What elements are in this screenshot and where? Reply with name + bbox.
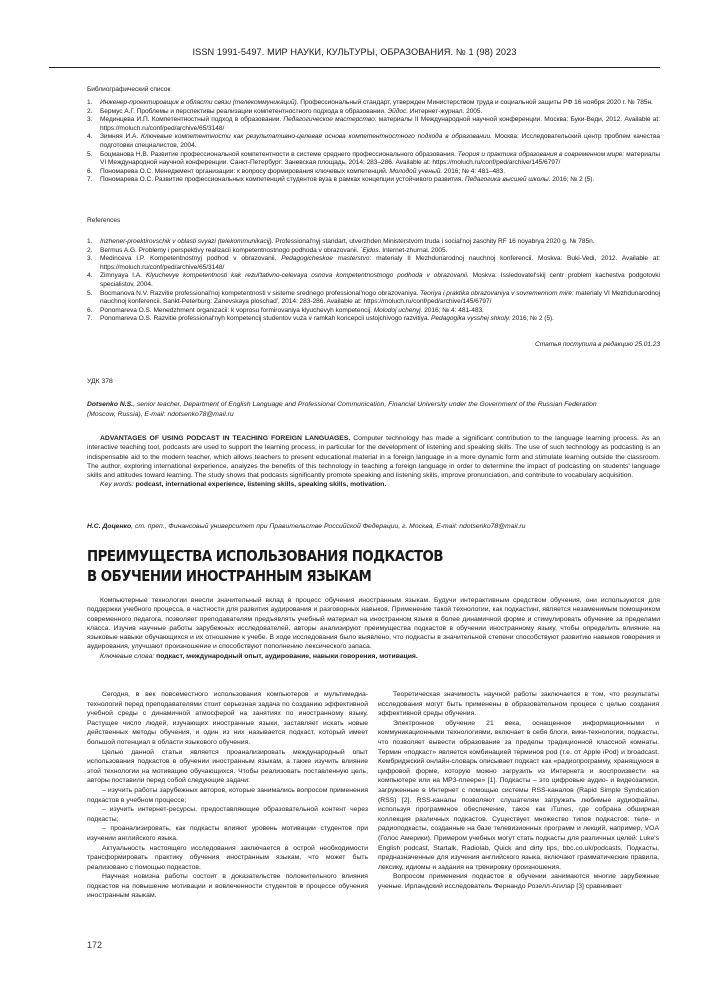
reference-item-number: 6. <box>87 306 93 314</box>
body-column-left <box>87 690 368 901</box>
received-date: Статья поступила в редакцию 25.01.23 <box>535 341 660 348</box>
author-affiliation-ru: , ст. преп., Финансовый университет при Правительстве Российской Федерации, г. Москва, E-mail: ndotsenko78@mail.ru <box>131 523 526 530</box>
references-list <box>87 238 660 324</box>
abstract-en <box>87 434 660 490</box>
bibliography-item-number: 4. <box>87 133 93 141</box>
running-header: ISSN 1991-5497. МИР НАУКИ, КУЛЬТУРЫ, ОБРАЗОВАНИЯ. № 1 (98) 2023 <box>192 47 517 57</box>
left-column-paragraph: Актуальность настоящего исследования заключается в острой необходимости трансформировать практику обучения иностранным языкам, что может быть реализовано с помощью подкастов. <box>87 844 368 871</box>
bibliography-item-number: 2. <box>87 107 93 115</box>
bibliography-item-details: 2016; № 2 (5). <box>550 176 595 184</box>
reference-item-source: Inzhener-proektirovschik v oblasti svyazi (telekommunikacij). <box>100 238 274 245</box>
reference-item-number: 5. <box>87 289 93 297</box>
reference-item-details: Moskva: Issledovatel'skij centr problem kachestva podgotovki specialistov, 2004. <box>100 272 660 288</box>
reference-item <box>87 290 660 307</box>
bibliography-item-source: Педагогика высшей школы. <box>464 176 551 184</box>
reference-item-source: Ejdos. <box>362 246 381 254</box>
bibliography-title: Библиографический список <box>87 86 171 93</box>
bibliography-item-author: Бермус А.Г. Проблемы и перспективы реализации компетентностного подхода в образовании. <box>100 107 388 115</box>
reference-item-number: 2. <box>87 246 93 254</box>
bibliography-item-details: материалы VI Международной научной конференции. Санкт-Петербург: Заневская площадь, 2014: 283–286. Available at: https://moluch.ru/conf/ped/archive/145/6797/ <box>100 150 661 167</box>
reference-item-author: Ponomareva O.S. Razvitie professional'nyh kompetencij studentov vuza v ramkah koncepcii ustojchivogo razvitiya. <box>100 315 432 323</box>
reference-item-author: Ponomareva O.S. Menedzhment organizacii: k voprosu formirovaniya klyuchevyh kompetencij. <box>100 306 374 314</box>
right-column-paragraph: Электронное обучение 21 века, оснащенное информационными и коммуникационными технологиями, включает в себя блоги, вики-технологии, подкасты, что позволяет вывести образование за пределы традиционной классной комнаты. Термин «подкаст» является комбинацией терминов pod (т.е. от Apple iPod) и broadcast. Кембриджский онлайн-словарь описывает подкаст как «радиопрограмму, хранящуюся в цифровой форме, которую можно загрузить из Интернета и воспроизвести на компьютере или на MP3-плеере» [1]. Подкасты – это цифровые аудио- и видеозаписи, загруженные в Интернет с помощью системы RSS-каналов (Rapid Simple Syndication (RSS) [2]. RSS-каналы позволяют слушателям загружать любимые аудиофайлы, используя программное обеспечение, такое как iTunes, где собрана обширная коллекция различных подкастов. Существует множество типов подкастов: теле- и радиоподкасты, созданные на базе телевизионных программ и лекций, например, VOA (Голос Америки). Примером учебных могут стать подкасты для различных целей: Luke's English podcast, Startalk, Radiolab, Quick and dirty tips, bbc.co.uk/podcasts. Подкасты, предназначенные для изучения английского языка, включают грамматические правила, лексику, идиомы и задания на тренировку произношения. <box>378 719 659 871</box>
reference-item <box>87 315 660 324</box>
keywords-ru <box>87 652 660 661</box>
reference-item <box>87 272 660 289</box>
bibliography-item-source: Молодой ученый. <box>389 167 443 175</box>
reference-item <box>87 238 660 247</box>
left-column-paragraph: – изучить интернет-ресурсы, предоставляющие образовательной контент через подкасты; <box>87 806 368 823</box>
reference-item-author: Medinceva I.P. Kompetentnostnyj podhod v obrazovanii. <box>100 255 282 263</box>
bibliography-item-number: 7. <box>87 176 93 184</box>
author-affiliation-en: , senior teacher, Department of English Language and Professional Communication, Financial University under the Government of the Russian Federation (Moscow, Russia), E-mail: ndotsenko78@mail.ru <box>87 401 597 418</box>
bibliography-item <box>87 176 660 185</box>
bibliography-item <box>87 116 660 133</box>
left-column-paragraph: Целью данной статьи является проанализировать международный опыт использования подкастов в обучении иностранным языкам, а также изучить влияние этой технологии на мотивацию обучающихся. Чтобы реализовать поставленную цель, авторы поставили перед собой следующие задачи: <box>87 748 368 785</box>
bibliography-item-author: Пономарева О.С. Развитие профессиональных компетенций студентов вуза в рамках концепции устойчивого развития. <box>100 176 465 184</box>
article-title-line-1: ПРЕИМУЩЕСТВА ИСПОЛЬЗОВАНИЯ ПОДКАСТОВ <box>87 547 444 565</box>
reference-item-source: Pedagogika vysshej shkoly. <box>431 315 511 323</box>
reference-item-source: Molodoj uchenyj. <box>373 306 423 314</box>
reference-item-number: 4. <box>87 272 93 280</box>
bibliography-item <box>87 133 660 150</box>
author-name-en: Dotsenko N.S. <box>87 401 134 408</box>
bibliography-item-details: Интернет-журнал. 2005. <box>407 107 483 115</box>
bibliography-item-author: Пономарева О.С. Менеджмент организации: к вопросу формирования ключевых компетенций. <box>100 167 390 175</box>
references-title: References <box>87 217 121 224</box>
reference-item-source: Teoriya i praktika obrazovaniya v sovremennom mire: <box>420 289 574 297</box>
bibliography-item-author: Боцманова Н.В. Развитие профессиональной компетентности в системе среднего профессионального образования. <box>100 150 458 158</box>
bibliography-item-number: 6. <box>87 167 93 175</box>
bibliography-item <box>87 99 660 108</box>
abstract-en-title: ADVANTAGES OF USING PODCAST IN TEACHING FOREIGN LANGUAGES. <box>100 435 351 442</box>
reference-item <box>87 247 660 256</box>
reference-item-number: 3. <box>87 255 93 263</box>
bibliography-item-number: 5. <box>87 150 93 158</box>
bibliography-item-details: Профессиональный стандарт, утвержден Министерством труда и социальной защиты РФ 16 ноября 2020 г. № 785н. <box>298 99 653 106</box>
reference-item-details: 2016; № 4: 481-483. <box>422 306 484 314</box>
bibliography-item-source: Теория и практика образования в современном мире: <box>457 150 625 158</box>
body-column-right <box>378 690 659 891</box>
article-title-line-2: В ОБУЧЕНИИ ИНОСТРАННЫМ ЯЗЫКАМ <box>87 566 372 585</box>
reference-item-details: materialy VI Mezhdunarodnoj nauchnoj konferencii. Sankt-Peterburg: Zanevskaya ploschad', 2014: 283-286. Available at: https://moluch.ru/conf/ped/archive/145/6797/ <box>100 289 660 306</box>
bibliography-list <box>87 99 660 185</box>
abstract-ru-text: Компьютерные технологии внесли значительный вклад в процесс обучения иностранным языкам. Будучи интерактивным средством обучения, они используются для поддержки учебного процесса, в частности для развития аудирования и разговорных навыков. Применение такой технологии, как подкастинг, является незаменимым помощником современного педагога, позволяет преподавателям предъявлять учебный материал на иностранном языке в более динамичной форме и стимулировать обучение за пределами класса. Изучив научные работы зарубежных исследователей, авторы анализируют преимущества подкастов в обучении иностранному языку, чтобы определить влияние на языковые навыки обучающихся и их отношение к учебе. В ходе исследования было выявлено, что подкасты в значительной степени способствуют развитию навыков говорения и аудирования, улучшают произношение и способствуют пополнению лексического запаса. <box>87 597 660 651</box>
bibliography-item-number: 1. <box>87 99 93 106</box>
reference-item-author: Zimnyaya I.A. <box>100 272 146 280</box>
reference-item <box>87 307 660 316</box>
reference-item-author: Bermus A.G. Problemy i perspektivy realizacii kompetentnostnogo podhoda v obrazovanii. ` <box>100 246 363 254</box>
udk-code: УДК 378 <box>87 378 113 385</box>
bibliography-item-details: Москва: Исследовательский центр проблем качества подготовки специалистов, 2004. <box>100 133 660 149</box>
reference-item-details: materialy II Mezhdunarodnoj nauchnoj konferencii. Moskva: Buki-Vedi, 2012. Available at: https://moluch.ru/conf/ped/archive/65/3148/ <box>100 255 661 271</box>
right-column-paragraph: Теоретическая значимость научной работы заключается в том, что результаты исследования могут быть применены в образовательном процесе с целью создания эффективной среды обучения. <box>378 691 659 718</box>
bibliography-item-source: Эйдос. <box>387 107 408 115</box>
reference-item-author: Bocmanova N.V. Razvitie professional'noj kompetentnosti v sisteme srednego professional'nogo obrazovaniya. <box>100 289 421 297</box>
bibliography-item-source: Инженер-проектировщик в области связи (телекоммуникаций). <box>100 99 299 106</box>
keywords-en-values: podcast, international experience, listening skills, speaking skills, motivation. <box>133 481 387 489</box>
header-divider <box>49 67 660 68</box>
bibliography-item-author: Мединцева И.П. Компетентностный подход в образовании. <box>100 116 284 124</box>
bibliography-item-number: 3. <box>87 116 93 124</box>
reference-item-details: Internet-zhurnal. 2005. <box>380 246 448 254</box>
reference-item-source: Pedagogicheskoe masterstvo: <box>281 255 372 263</box>
reference-item-number: 1. <box>87 238 93 245</box>
bibliography-item-source: Педагогическое мастерство: <box>283 116 377 124</box>
left-column-paragraph: – изучить работы зарубежных авторов, которые занимались вопросом применения подкастов в учебном процессе; <box>87 786 368 804</box>
bibliography-item-author: Зимняя И.А. <box>100 133 142 141</box>
reference-item-number: 7. <box>87 315 93 323</box>
reference-item-details: 2016; № 2 (5). <box>510 315 554 323</box>
left-column-paragraph: Сегодня, в век повсеместного использования компьютеров и мультимедиа-технологий перед преподавателями стоит серьезная задача по созданию эффективной учебной среды с динамичной атмосферой на занятиях по иностранному языку. Растущее число людей, изучающих иностранные языки, заставляет искать новые действенных методы обучения, и один из них называется подкаст, который имеет большой потенциал в области языкового обучения. <box>87 691 368 746</box>
author-info-ru <box>87 523 660 530</box>
reference-item-source: Klyuchevye kompetentnosti kak rezul'tativno-celevaya osnova kompetentnostnogo podhoda v obrazovanii. <box>145 272 469 280</box>
left-column-paragraph: – проанализировать, как подкасты влияют уровень мотивации студентов при изучении английского языка. <box>87 825 368 842</box>
keywords-ru-values: подкаст, международный опыт, аудирование, навыки говорения, мотивация. <box>154 652 418 660</box>
keywords-en-label: Key words: <box>100 481 134 489</box>
keywords-en <box>87 480 660 489</box>
abstract-en-text: Computer technology has made a significant contribution to the language learning process. As an interactive teaching tool, podcasts are used to support the learning process, in particular for the development of listening and speaking skills. The use of such technology as podcasting is an indispensable aid to the modern teacher, which allows teachers to present educational material in a foreign language in a more dynamic form and stimulate learning outside the classroom. The author, exploring international experience, analyzes the benefits of this technology in teaching a foreign language in order to determine the impact of podcasting on students' language skills and attitudes toward learning. The study shows that podcasts significantly promote speaking and listening skills, improve pronunciation, and contribute to vocabulary acquisition. <box>87 435 660 480</box>
article-title-ru <box>87 547 443 586</box>
bibliography-item-source: Ключевые компетентности как результативно-целевая основа компетентностного подхода в образовании. <box>141 133 492 141</box>
page-number: 172 <box>87 940 103 950</box>
left-column-paragraph: Научная новизна работы состоит в доказательстве положительного влияния подкастов на повышение мотивации и вовлеченности студентов в процессе обучения иностранным языкам. <box>87 873 368 900</box>
author-name-ru: Н.С. Доценко <box>87 523 132 530</box>
bibliography-item <box>87 151 660 168</box>
reference-item-details: Professional'nyj standart, utverzhden Ministerstvom truda i social'noj zaschity RF 16 noyabrya 2020 g. № 785n. <box>273 238 595 245</box>
reference-item <box>87 255 660 272</box>
bibliography-item-details: материалы II Международной научной конференции. Москва: Буки-Веди, 2012. Available at: https://moluch.ru/conf/ped/archive/65/3148/ <box>100 116 660 132</box>
bibliography-item-details: 2016; № 4: 481–483. <box>442 167 506 175</box>
author-info-en <box>87 400 627 419</box>
bibliography-item <box>87 108 660 117</box>
keywords-ru-label: Ключевые слова: <box>100 652 155 660</box>
right-column-paragraph: Вопросом применения подкастов в обучении занимаются многие зарубежные ученые. Ирландский исследователь Фернандо Розелл-Агилар [3] сравнивает <box>378 873 659 890</box>
abstract-ru <box>87 596 660 661</box>
